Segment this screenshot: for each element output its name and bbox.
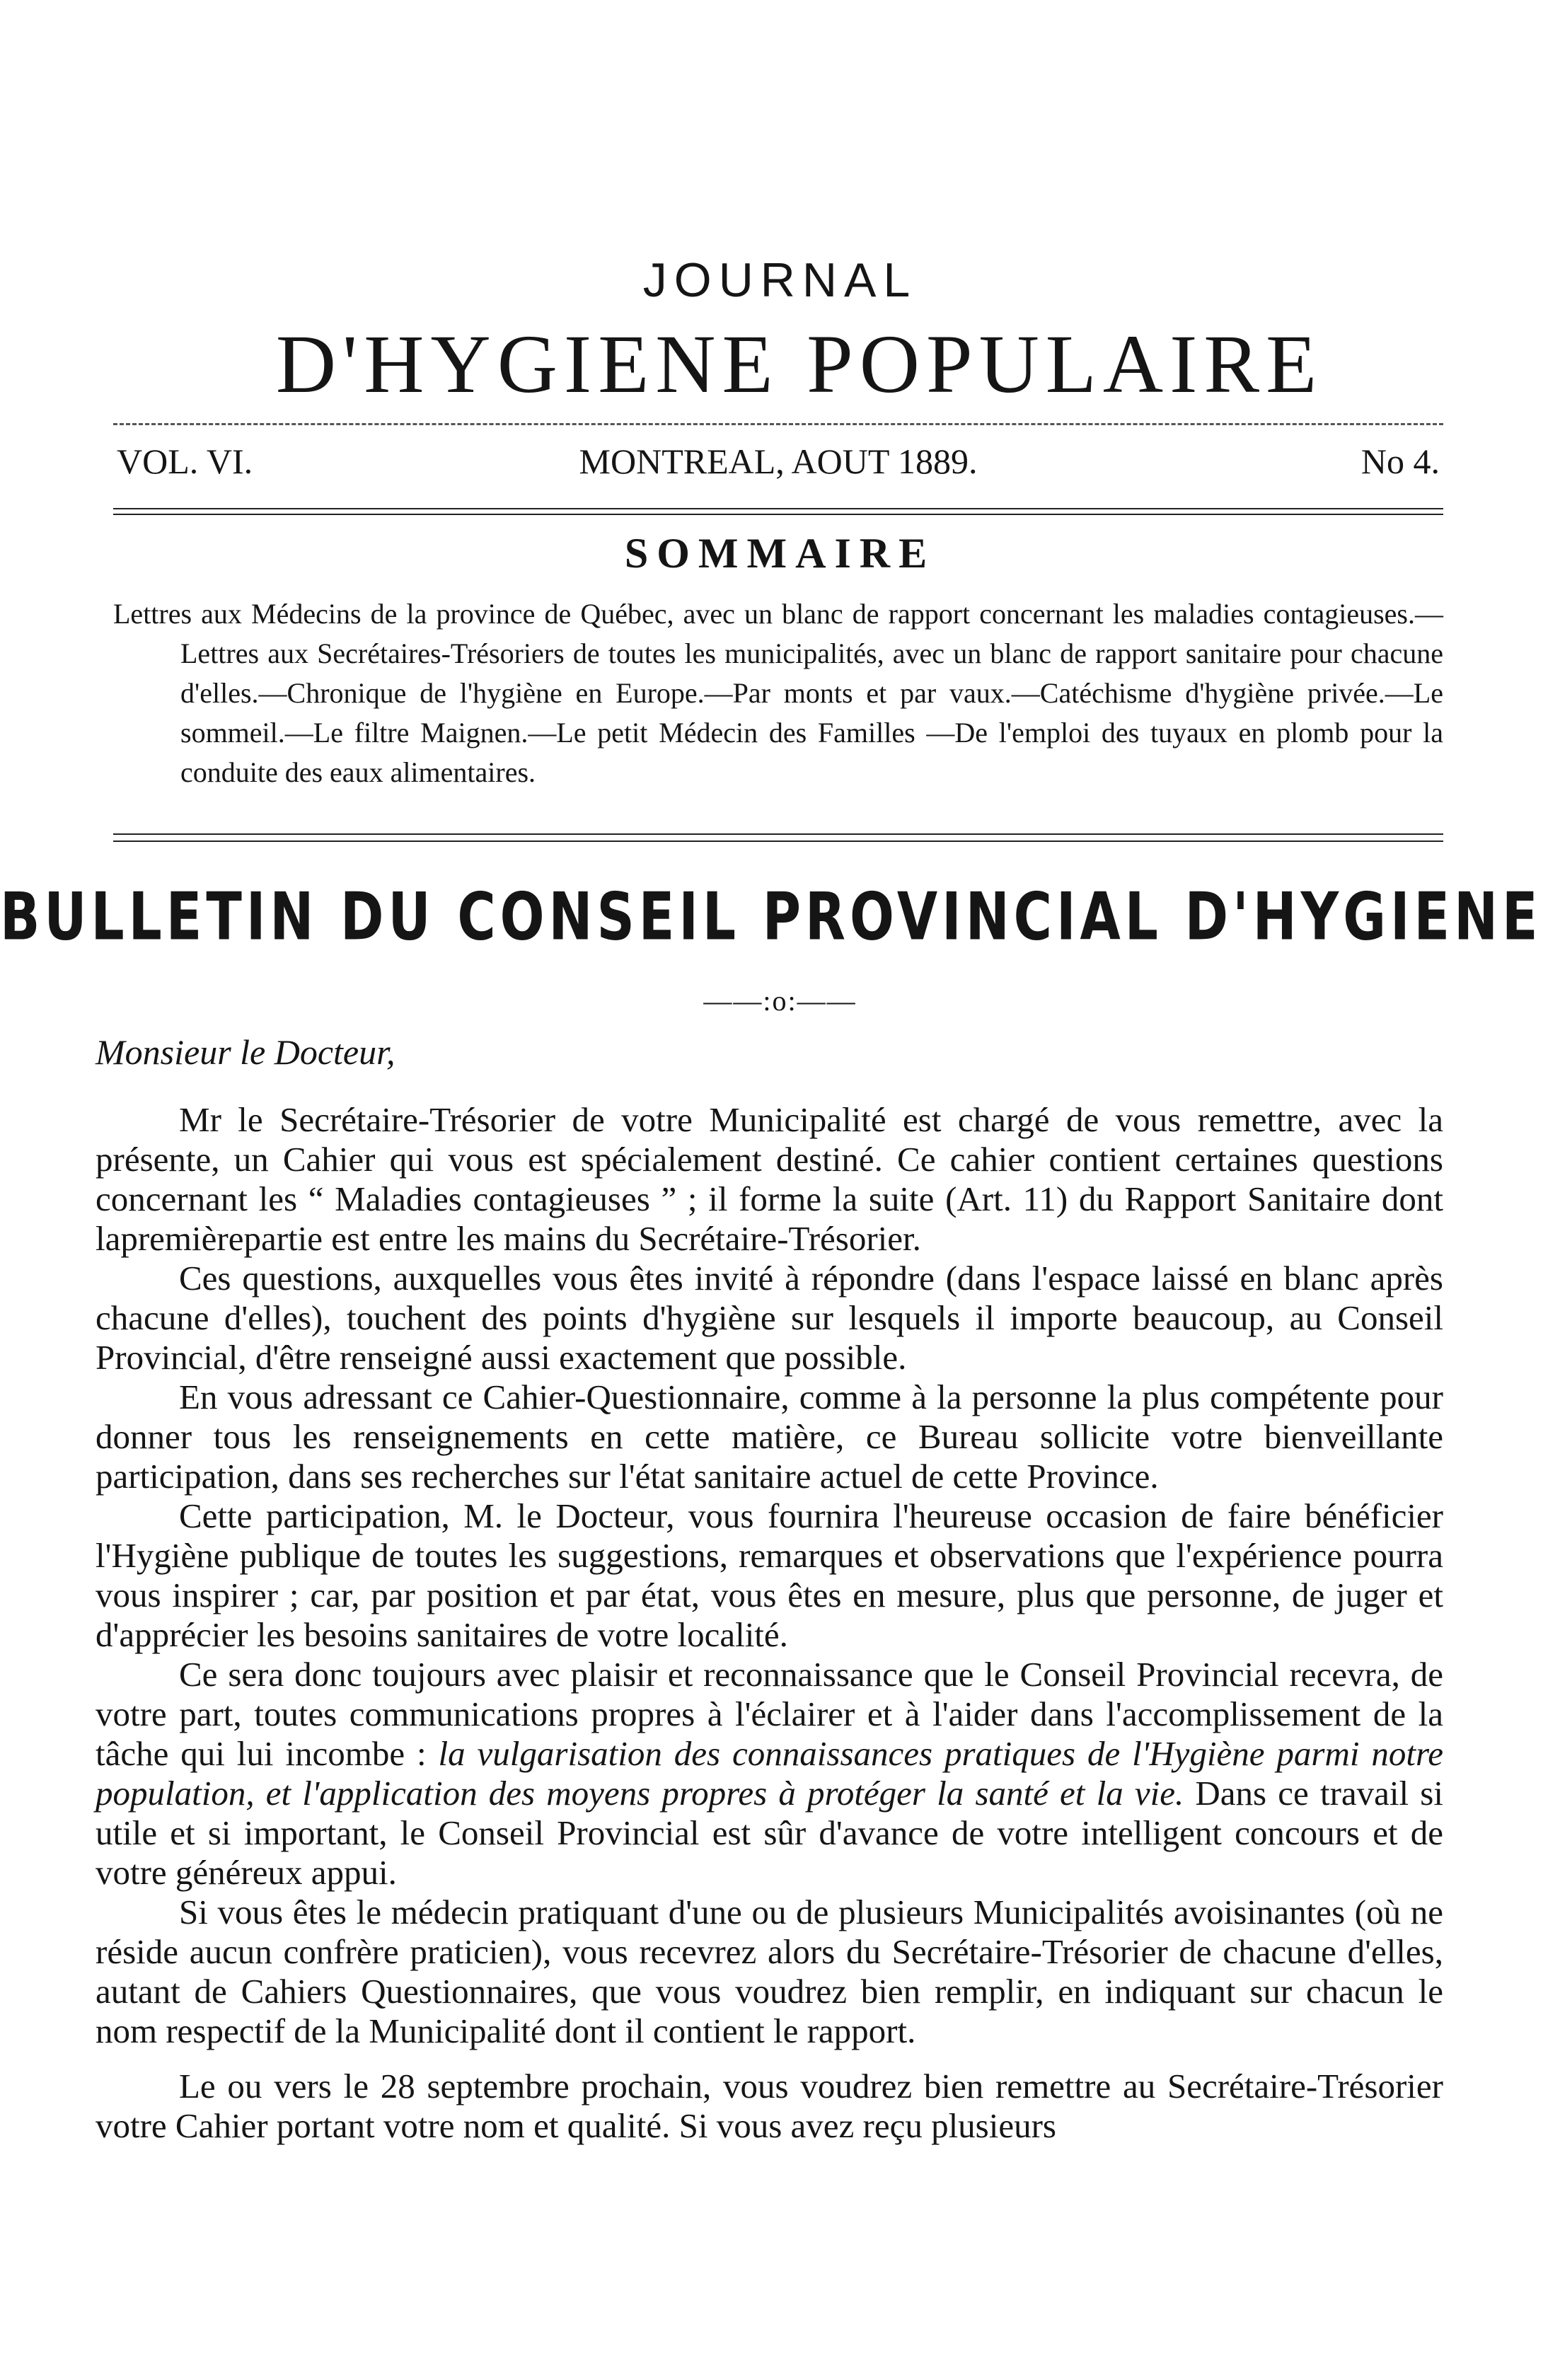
letter-paragraph-4: Cette participation, M. le Docteur, vous fournira l'heureuse occasion de faire bénéficier l'Hygiène publique de toutes les suggestions, remarques et observations que l'expérience pourra vous inspirer ; car, par position et par état, vous êtes en mesure, plus que personne, de juger et d'apprécier les besoins sanitaires de votre localité. [96,1496,1443,1654]
letter-body [96,1100,1443,2146]
letter-paragraph-1: Mr le Secrétaire-Trésorier de votre Municipalité est chargé de vous remettre, avec la présente, un Cahier qui vous est spécialement destiné. Ce cahier contient certaines questions concernant les “ Maladies contagieuses ” ; il forme la suite (Art. 11) du Rapport Sanitaire dont lapremièrepartie est entre les mains du Secrétaire-Trésorier. [96,1100,1443,1258]
letter-paragraph-3: En vous adressant ce Cahier-Questionnaire, comme à la personne la plus compétente pour donner tous les renseignements en cette matière, ce Bureau sollicite votre bienveillante participation, dans ses recherches sur l'état sanitaire actuel de cette Province. [96,1377,1443,1496]
sommaire-text: Lettres aux Médecins de la province de Québec, avec un blanc de rapport concernant les maladies contagieuses.—Lettres aux Secrétaires-Trésoriers de toutes les municipalités, avec un blanc de rapport sanitaire pour chacune d'elles.—Chronique de l'hygiène en Europe.—Par monts et par vaux.—Catéchisme d'hygiène privée.—Le sommeil.—Le filtre Maignen.—Le petit Médecin des Familles —De l'emploi des tuyaux en plomb pour la conduite des eaux alimentaires. [113,598,1443,788]
issue-line [117,440,1440,483]
bulletin-heading: BULLETIN DU CONSEIL PROVINCIAL D'HYGIENE [0,879,1542,955]
issue-rule-bottom [113,514,1443,515]
masthead-rule [113,423,1443,425]
ornament-divider: ——:o:—— [703,985,857,1017]
paragraph-5-text-b: Dans ce travail si utile et si important, le Conseil Provincial est sûr d'avance de votre intelligent concours et de votre généreux appui. [96,1774,1443,1892]
masthead-journal: JOURNAL [642,253,918,307]
issue-volume: VOL. VI. [117,441,253,481]
letter-paragraph-7: Le ou vers le 28 septembre prochain, vous voudrez bien remettre au Secrétaire-Trésorier votre Cahier portant votre nom et qualité. Si vous avez reçu plusieurs [96,2067,1443,2145]
sommaire-rule-bottom [113,840,1443,842]
letter-paragraph-6: Si vous êtes le médecin pratiquant d'une ou de plusieurs Municipalités avoisinantes (où ne réside aucun confrère praticien), vous recevrez alors du Secrétaire-Trésorier de chacune d'elles, autant de Cahiers Questionnaires, que vous voudrez bien remplir, en indiquant sur chacun le nom respectif de la Municipalité dont il contient le rapport. [96,1893,1443,2050]
issue-rule-top [113,508,1443,509]
issue-place-date: MONTREAL, AOUT 1889. [579,441,978,481]
letter-paragraph-5 [96,1655,1443,1893]
masthead-title: D'HYGIENE POPULAIRE [275,318,1324,410]
issue-number: No 4. [1360,441,1440,481]
letter-salutation: Monsieur le Docteur, [96,1032,395,1072]
sommaire-rule-top [113,833,1443,835]
sommaire-heading: SOMMAIRE [624,530,936,577]
paragraph-5-italic: la vulgarisation des connaissances pratiques de l'Hygiène parmi notre population, et l'application des moyens propres à protéger la santé et la vie. [96,1734,1443,1813]
paragraph-5-text-a: Ce sera donc toujours avec plaisir et reconnaissance que le Conseil Provincial recevra, de votre part, toutes communications propres à l'éclairer et à l'aider dans l'accomplissement de la tâche qui lui incombe : [96,1655,1443,1773]
letter-paragraph-2: Ces questions, auxquelles vous êtes invité à répondre (dans l'espace laissé en blanc après chacune d'elles), touchent des points d'hygiène sur lesquels il importe beaucoup, au Conseil Provincial, d'être renseigné aussi exactement que possible. [96,1259,1443,1377]
